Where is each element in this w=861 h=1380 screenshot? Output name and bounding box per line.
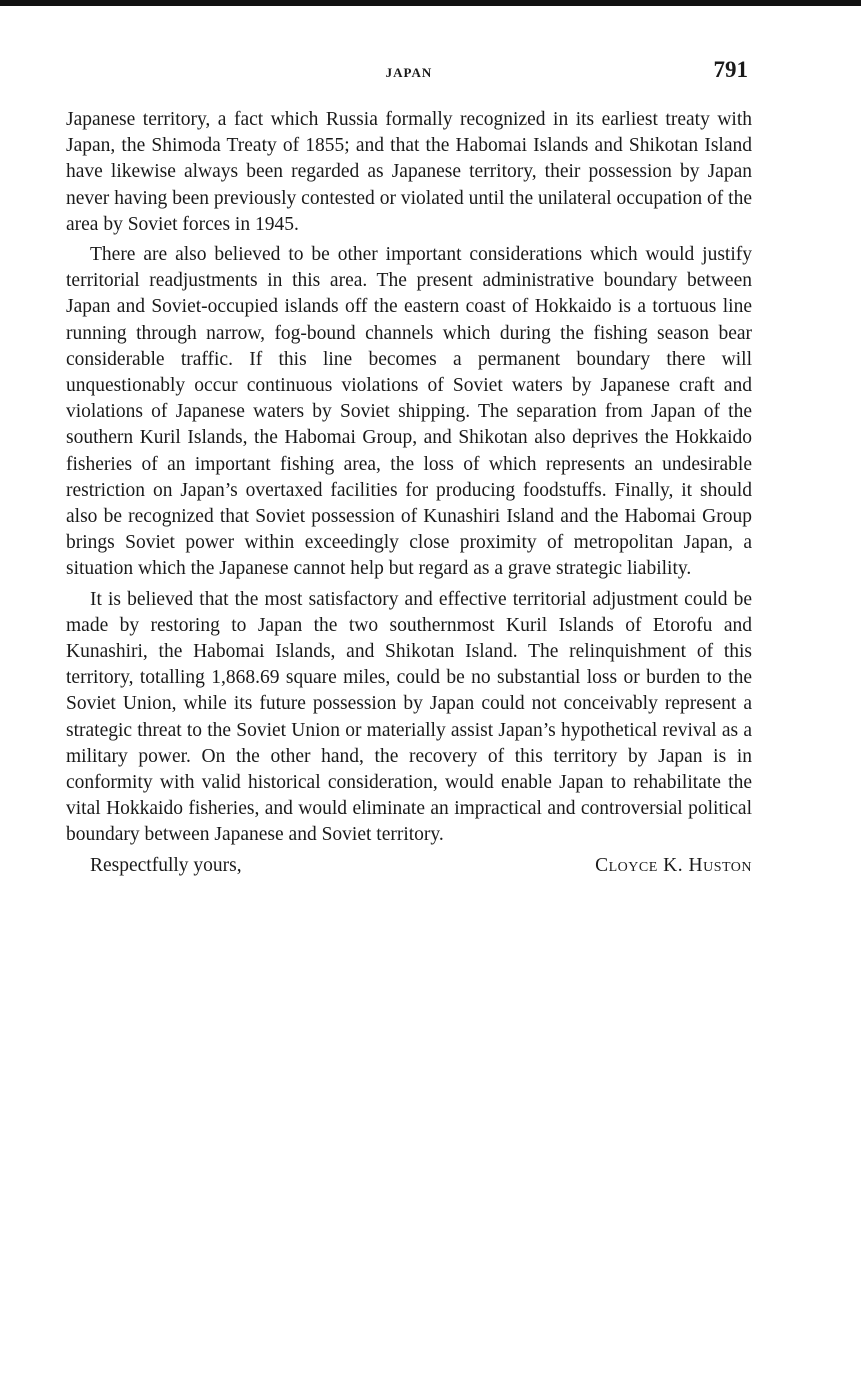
page-top-rule <box>0 0 861 6</box>
paragraph-adjustment: It is believed that the most satisfactory and effective territorial adjustment could be made by restoring to Japan the two southernmost Kuril Islands of Etorofu and Kunashiri, the Habomai Islands, and Shikotan Island. The relinquishment of this territory, totalling 1,868.69 square miles, could be no substantial loss or burden to the Soviet Union, while its future possession by Japan could not conceivably represent a strategic threat to the Soviet Union or materially assist Japan’s hypothetical revival as a military power. On the other hand, the recovery of this territory by Japan is in conformity with valid historical consideration, would enable Japan to rehabilitate the vital Hokkaido fisheries, and would eliminate an impractical and controversial political boundary between Japanese and Soviet territory. <box>66 588 752 846</box>
signature: Cloyce K. Huston <box>595 854 752 876</box>
letter-closing <box>66 853 752 879</box>
paragraph-considerations: There are also believed to be other important considerations which would justify territorial readjustments in this area. The present administrative boundary between Japan and Soviet-occupied islands off the eastern coast of Hokkaido is a tortuous line running through narrow, fog-bound channels which during the fishing season bear considerable traffic. If this line becomes a permanent boundary there will unquestionably occur continuous violations of Soviet waters by Japanese craft and violations of Japanese waters by Soviet shipping. The separation from Japan of the southern Kuril Islands, the Habomai Group, and Shikotan also deprives the Hokkaido fisheries of an important fishing area, the loss of which represents an undesirable restriction on Japan’s overtaxed facilities for producing foodstuffs. Finally, it should also be recognized that Soviet possession of Kunashiri Island and the Habomai Group brings Soviet power within exceedingly close proximity of metropolitan Japan, a situation which the Japanese cannot help but regard as a grave strategic liability. <box>66 244 752 580</box>
document-page <box>66 55 752 879</box>
running-title: JAPAN <box>385 65 433 80</box>
paragraph-continued: Japanese territory, a fact which Russia formally recognized in its earliest treaty with Japan, the Shimoda Treaty of 1855; and that the Habomai Islands and Shikotan Island have likewise always been regarded as Japanese territory, their possession by Japan never having been previously contested or violated until the unilateral occupation of the area by Soviet forces in 1945. <box>66 109 752 235</box>
page-number: 791 <box>713 57 748 82</box>
closing-salutation: Respectfully yours, <box>90 854 242 876</box>
running-header <box>66 55 752 95</box>
body-text <box>66 107 752 879</box>
